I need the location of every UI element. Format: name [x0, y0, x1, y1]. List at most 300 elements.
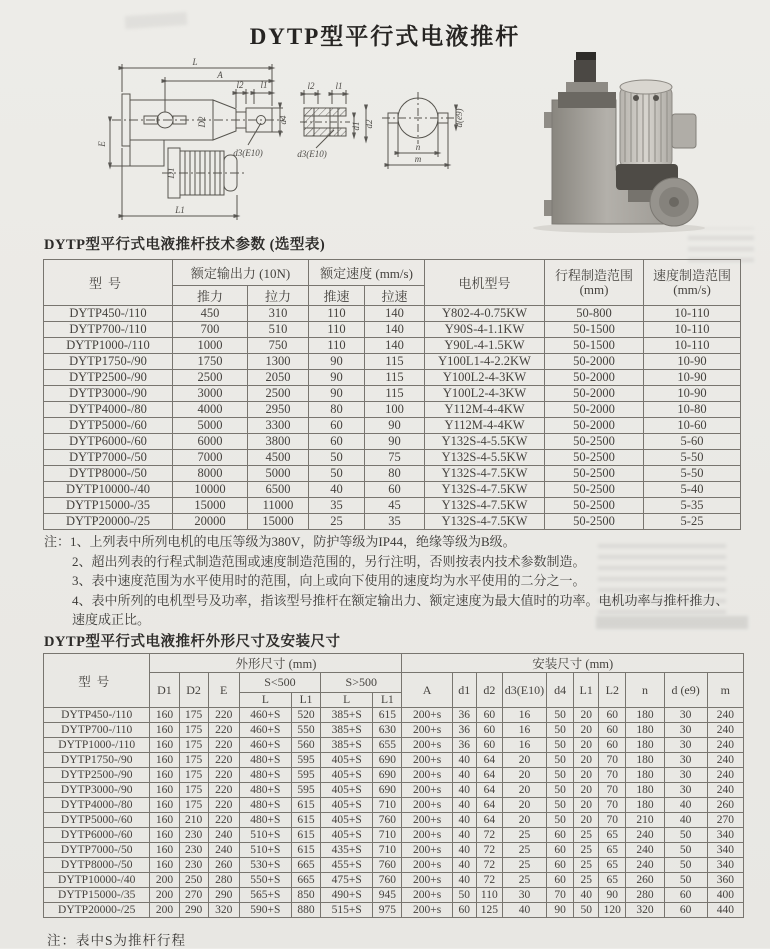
table-row [44, 418, 741, 434]
table-cell: 665 [291, 858, 320, 873]
table-cell: 480+S [239, 798, 291, 813]
table-cell: 690 [373, 768, 402, 783]
col-header-stroke-range [545, 260, 644, 306]
table-cell: 20 [502, 753, 546, 768]
table-cell: 30 [664, 738, 707, 753]
table-cell: 60 [599, 723, 626, 738]
table-row [44, 514, 741, 530]
table-cell: 100 [365, 402, 425, 418]
col-header-d4: d4 [547, 673, 574, 708]
table-cell: 50 [664, 828, 707, 843]
table-cell: 590+S [239, 903, 291, 918]
note-item-2: 2、超出列表的行程式制造范围或速度制造范围的，另行注明，否则按表内技术参数制造。 [72, 553, 586, 569]
table-cell: 880 [291, 903, 320, 918]
table-cell: 20 [574, 783, 599, 798]
table-cell: 200+s [402, 753, 452, 768]
table-cell: 240 [707, 738, 743, 753]
col-header-L1-gt: L1 [373, 693, 402, 708]
table-row [44, 482, 741, 498]
table-cell: 30 [664, 753, 707, 768]
table-cell: 20000 [173, 514, 248, 530]
table-cell: 8000 [173, 466, 248, 482]
table-cell: 70 [599, 783, 626, 798]
table-cell: DYTP6000-/60 [44, 434, 173, 450]
table-cell: DYTP15000-/35 [44, 498, 173, 514]
table-cell: 64 [476, 768, 502, 783]
table-cell: 850 [291, 888, 320, 903]
table-cell: 200+s [402, 738, 452, 753]
table-cell: 40 [664, 798, 707, 813]
table-cell: 200+s [402, 783, 452, 798]
table-cell: 160 [150, 723, 179, 738]
dim-label-d3: d3(E10) [233, 148, 263, 158]
table-cell: 80 [365, 466, 425, 482]
stroke-range-label: 行程制造范围 [555, 267, 634, 283]
table-cell: 710 [373, 828, 402, 843]
table-cell: 240 [707, 753, 743, 768]
table-row [44, 450, 741, 466]
table-cell: DYTP15000-/35 [44, 888, 150, 903]
table-cell: 510+S [239, 843, 291, 858]
table-cell: 400 [707, 888, 743, 903]
table-cell: 200+s [402, 708, 452, 723]
table-cell: 50-2000 [545, 370, 644, 386]
table-cell: 20 [502, 813, 546, 828]
table-cell: 240 [626, 858, 664, 873]
table-cell: 50-2500 [545, 434, 644, 450]
table-cell: 20 [574, 753, 599, 768]
table-row [44, 338, 741, 354]
table-cell: 665 [291, 873, 320, 888]
table-cell: 60 [309, 434, 365, 450]
table-cell: 70 [599, 768, 626, 783]
table-cell: 50 [547, 753, 574, 768]
table-cell: 630 [373, 723, 402, 738]
table-cell: 10-90 [644, 370, 741, 386]
table-cell: 340 [707, 828, 743, 843]
col-header-install-dims: 安装尺寸 (mm) [402, 654, 744, 673]
table-cell: 115 [365, 370, 425, 386]
col-header-d3: d3(E10) [502, 673, 546, 708]
table-cell: 60 [599, 708, 626, 723]
note-line [44, 532, 732, 552]
dim-label-D2: D2 [197, 116, 207, 128]
dim-label-d-e9: d(e9) [454, 108, 464, 128]
table-cell: 230 [179, 843, 208, 858]
table-cell: 60 [452, 903, 476, 918]
table-cell: 3000 [173, 386, 248, 402]
table-row [44, 723, 744, 738]
table-cell: 160 [150, 843, 179, 858]
table-cell: 200+s [402, 813, 452, 828]
table-cell: 110 [309, 322, 365, 338]
table-cell: 460+S [239, 723, 291, 738]
table-row [44, 873, 744, 888]
dim-label-l2: l2 [236, 80, 244, 90]
table-cell: 140 [365, 306, 425, 322]
stroke-note: 注：表中S为推杆行程 [47, 933, 187, 948]
table-row [44, 498, 741, 514]
table-cell: 710 [373, 798, 402, 813]
table-cell: 200+s [402, 873, 452, 888]
table-cell: 10-80 [644, 402, 741, 418]
table-cell: 36 [452, 708, 476, 723]
table-cell: 220 [208, 753, 239, 768]
table-cell: 200+s [402, 888, 452, 903]
table-cell: Y100L1-4-2.2KW [425, 354, 545, 370]
table-cell: DYTP10000-/40 [44, 873, 150, 888]
table-cell: 70 [599, 813, 626, 828]
table-cell: 40 [452, 798, 476, 813]
table-cell: 50 [547, 768, 574, 783]
table-cell: Y802-4-0.75KW [425, 306, 545, 322]
speed-range-unit: (mm/s) [673, 281, 711, 297]
table-cell: DYTP6000-/60 [44, 828, 150, 843]
table-cell: 160 [150, 828, 179, 843]
table-cell: 160 [150, 768, 179, 783]
table-cell: 760 [373, 858, 402, 873]
col-header-A: A [402, 673, 452, 708]
table-cell: DYTP5000-/60 [44, 418, 173, 434]
table-cell: 40 [452, 873, 476, 888]
table-row [44, 888, 744, 903]
table-cell: 230 [179, 828, 208, 843]
table-cell: 6000 [173, 434, 248, 450]
table-cell: 550+S [239, 873, 291, 888]
table-cell: DYTP1000-/110 [44, 738, 150, 753]
table-cell: DYTP1750-/90 [44, 753, 150, 768]
table-cell: 200+s [402, 723, 452, 738]
table-cell: 690 [373, 783, 402, 798]
table-cell: 60 [365, 482, 425, 498]
table-cell: 50-2000 [545, 418, 644, 434]
col-header-L1-lt: L1 [291, 693, 320, 708]
table-cell: 110 [476, 888, 502, 903]
table-cell: 4500 [248, 450, 309, 466]
col-header-pull-force: 拉力 [248, 286, 309, 306]
table-cell: DYTP7000-/50 [44, 450, 173, 466]
table-cell: 475+S [321, 873, 373, 888]
table-cell: 520 [291, 708, 320, 723]
note-prefix: 注： [44, 534, 71, 549]
table-cell: 4000 [173, 402, 248, 418]
table-cell: 405+S [321, 768, 373, 783]
dim-label-A: A [217, 70, 223, 80]
dim-label-d1: d1 [351, 121, 361, 131]
table-cell: 220 [208, 798, 239, 813]
table-cell: 40 [452, 858, 476, 873]
table-cell: 140 [365, 322, 425, 338]
table-cell: 240 [626, 828, 664, 843]
table-cell: 16 [502, 723, 546, 738]
dim-label-d4: d4 [278, 115, 288, 125]
table-cell: 220 [208, 708, 239, 723]
table-cell: 240 [707, 723, 743, 738]
table-cell: 25 [309, 514, 365, 530]
table-row [44, 386, 741, 402]
table-cell: DYTP7000-/50 [44, 843, 150, 858]
table-cell: 3800 [248, 434, 309, 450]
table-row [44, 753, 744, 768]
table-cell: 200+s [402, 843, 452, 858]
table-cell: 60 [547, 828, 574, 843]
table-row [44, 322, 741, 338]
table-cell: 115 [365, 386, 425, 402]
table-cell: 760 [373, 873, 402, 888]
table-cell: 260 [208, 858, 239, 873]
table-cell: 200+s [402, 768, 452, 783]
table-cell: 7000 [173, 450, 248, 466]
col-header-s-gt-500: S>500 [321, 673, 402, 693]
table-cell: 50-1500 [545, 322, 644, 338]
table-row [44, 813, 744, 828]
table-cell: 200+s [402, 903, 452, 918]
table-cell: 260 [707, 798, 743, 813]
table-cell: 160 [150, 708, 179, 723]
table-cell: 480+S [239, 813, 291, 828]
table-cell: 175 [179, 783, 208, 798]
table-cell: 25 [574, 873, 599, 888]
table-cell: 50 [452, 888, 476, 903]
dimensions-table-body [44, 708, 744, 918]
table-cell: 690 [373, 753, 402, 768]
table-cell: 200+s [402, 828, 452, 843]
table-cell: 25 [574, 858, 599, 873]
col-header-model: 型号 [44, 260, 173, 306]
dimensions-table [43, 653, 744, 918]
table-cell: Y132S-4-7.5KW [425, 498, 545, 514]
table-cell: 460+S [239, 708, 291, 723]
table-cell: 40 [502, 903, 546, 918]
speed-range-label: 速度制造范围 [653, 267, 732, 283]
table-cell: 240 [626, 843, 664, 858]
table-cell: 20 [502, 783, 546, 798]
table-cell: 90 [309, 370, 365, 386]
table-cell: 615 [291, 828, 320, 843]
table-cell: 565+S [239, 888, 291, 903]
table-cell: DYTP1000-/110 [44, 338, 173, 354]
table-cell: Y100L2-4-3KW [425, 370, 545, 386]
table-cell: 10-110 [644, 338, 741, 354]
table-cell: 210 [626, 813, 664, 828]
dim-label-d3: d3(E10) [297, 149, 327, 159]
table-cell: 710 [373, 843, 402, 858]
table-cell: 220 [208, 723, 239, 738]
table-cell: 10-110 [644, 306, 741, 322]
col-header-D2: D2 [179, 673, 208, 708]
note-item-3: 3、表中速度范围为水平使用时的范围，向上或向下使用的速度均为水平使用的二分之一。 [72, 573, 586, 588]
table-cell: DYTP20000-/25 [44, 903, 150, 918]
table-cell: 60 [599, 738, 626, 753]
table-row [44, 858, 744, 873]
table-row [44, 370, 741, 386]
table-cell: 210 [179, 813, 208, 828]
table-cell: 25 [574, 828, 599, 843]
table-cell: 60 [547, 843, 574, 858]
table-cell: 50 [664, 873, 707, 888]
table-cell: 90 [365, 418, 425, 434]
table-cell: 25 [502, 858, 546, 873]
table-cell: 220 [208, 768, 239, 783]
table-cell: 180 [626, 738, 664, 753]
col-header-L1-install: L1 [574, 673, 599, 708]
table-cell: 65 [599, 828, 626, 843]
table-cell: Y132S-4-5.5KW [425, 434, 545, 450]
table-cell: 65 [599, 858, 626, 873]
dim-label-m: m [414, 154, 422, 164]
table-cell: DYTP3000-/90 [44, 386, 173, 402]
table-cell: 90 [365, 434, 425, 450]
table-row [44, 434, 741, 450]
table-row [44, 466, 741, 482]
table-cell: 72 [476, 828, 502, 843]
table-cell: 10000 [173, 482, 248, 498]
table-cell: 50 [547, 723, 574, 738]
table-cell: DYTP8000-/50 [44, 466, 173, 482]
table-cell: 175 [179, 768, 208, 783]
table-cell: 5-60 [644, 434, 741, 450]
table-cell: 5-50 [644, 466, 741, 482]
table-cell: 115 [365, 354, 425, 370]
col-header-motor-model: 电机型号 [425, 260, 545, 306]
table-cell: 180 [626, 753, 664, 768]
table-cell: 700 [173, 322, 248, 338]
table-cell: 200+s [402, 858, 452, 873]
table-cell: DYTP10000-/40 [44, 482, 173, 498]
table-cell: 405+S [321, 828, 373, 843]
table-cell: 2500 [248, 386, 309, 402]
table-cell: 50 [664, 858, 707, 873]
table-cell: 50 [547, 798, 574, 813]
table-cell: 50-2500 [545, 482, 644, 498]
col-header-L-lt: L [239, 693, 291, 708]
table-cell: Y112M-4-4KW [425, 402, 545, 418]
table-cell: 5-25 [644, 514, 741, 530]
table-cell: 435+S [321, 843, 373, 858]
col-header-L2-install: L2 [599, 673, 626, 708]
table-cell: 945 [373, 888, 402, 903]
table-cell: DYTP700-/110 [44, 723, 150, 738]
table-cell: DYTP3000-/90 [44, 783, 150, 798]
table-cell: 125 [476, 903, 502, 918]
col-header-push-speed: 推速 [309, 286, 365, 306]
table-cell: 60 [476, 738, 502, 753]
table-cell: 975 [373, 903, 402, 918]
table-cell: 270 [179, 888, 208, 903]
table-row [44, 783, 744, 798]
table-cell: DYTP20000-/25 [44, 514, 173, 530]
table-cell: 175 [179, 753, 208, 768]
table-cell: 25 [574, 843, 599, 858]
table-cell: 20 [574, 738, 599, 753]
col-header-d1: d1 [452, 673, 476, 708]
table-cell: 60 [309, 418, 365, 434]
table-cell: 230 [179, 858, 208, 873]
dim-label-d2: d2 [364, 119, 374, 129]
table-cell: 72 [476, 873, 502, 888]
table-cell: 25 [502, 843, 546, 858]
table-cell: 320 [208, 903, 239, 918]
table-row [44, 903, 744, 918]
table-cell: 50 [309, 466, 365, 482]
table-cell: 615 [291, 843, 320, 858]
table-cell: 385+S [321, 708, 373, 723]
table-cell: 480+S [239, 783, 291, 798]
table-cell: DYTP450-/110 [44, 306, 173, 322]
table-cell: DYTP4000-/80 [44, 402, 173, 418]
dim-label-l1: l1 [335, 81, 343, 91]
table-cell: 65 [599, 843, 626, 858]
table-row [44, 798, 744, 813]
table-cell: 750 [248, 338, 309, 354]
table-cell: 50 [309, 450, 365, 466]
dim-label-L: L [192, 57, 198, 67]
table-cell: 200+s [402, 798, 452, 813]
table-cell: 240 [707, 768, 743, 783]
table-row [44, 828, 744, 843]
table-cell: 5000 [173, 418, 248, 434]
table-cell: 510 [248, 322, 309, 338]
table-cell: 180 [626, 768, 664, 783]
col-header-rated-output: 额定输出力 (10N) [173, 260, 309, 286]
table-cell: 40 [574, 888, 599, 903]
table-cell: 50-2000 [545, 354, 644, 370]
table-cell: Y100L2-4-3KW [425, 386, 545, 402]
col-header-outline-dims: 外形尺寸 (mm) [150, 654, 402, 673]
table-cell: 655 [373, 738, 402, 753]
table-cell: 45 [365, 498, 425, 514]
dim-label-D1: D1 [166, 167, 176, 179]
table-cell: 240 [707, 783, 743, 798]
table-row [44, 843, 744, 858]
table-cell: 550 [291, 723, 320, 738]
table-cell: 40 [452, 783, 476, 798]
product-photo [524, 52, 739, 242]
table-cell: 385+S [321, 723, 373, 738]
table-cell: 5-50 [644, 450, 741, 466]
table-cell: 240 [208, 828, 239, 843]
parameters-table-body [44, 306, 741, 530]
table-cell: 450 [173, 306, 248, 322]
table-cell: 160 [150, 858, 179, 873]
table-row [44, 768, 744, 783]
table-cell: DYTP4000-/80 [44, 798, 150, 813]
table-cell: 110 [309, 306, 365, 322]
table-cell: DYTP700-/110 [44, 322, 173, 338]
table-cell: 50 [547, 813, 574, 828]
table-cell: 3300 [248, 418, 309, 434]
table-cell: 480+S [239, 753, 291, 768]
table-cell: 50-2500 [545, 514, 644, 530]
col-header-d2: d2 [476, 673, 502, 708]
table-cell: 140 [365, 338, 425, 354]
table-cell: 90 [599, 888, 626, 903]
table-cell: 50-2000 [545, 402, 644, 418]
table-cell: 120 [599, 903, 626, 918]
table-cell: 60 [547, 873, 574, 888]
table-cell: 1000 [173, 338, 248, 354]
table-cell: 64 [476, 783, 502, 798]
table-cell: 70 [599, 753, 626, 768]
table-cell: 200 [150, 873, 179, 888]
table-cell: 595 [291, 753, 320, 768]
table-cell: 2950 [248, 402, 309, 418]
dim-label-l2: l2 [307, 81, 315, 91]
table-cell: 160 [150, 738, 179, 753]
table-cell: 30 [502, 888, 546, 903]
table-cell: 50 [547, 708, 574, 723]
table-cell: 2500 [173, 370, 248, 386]
